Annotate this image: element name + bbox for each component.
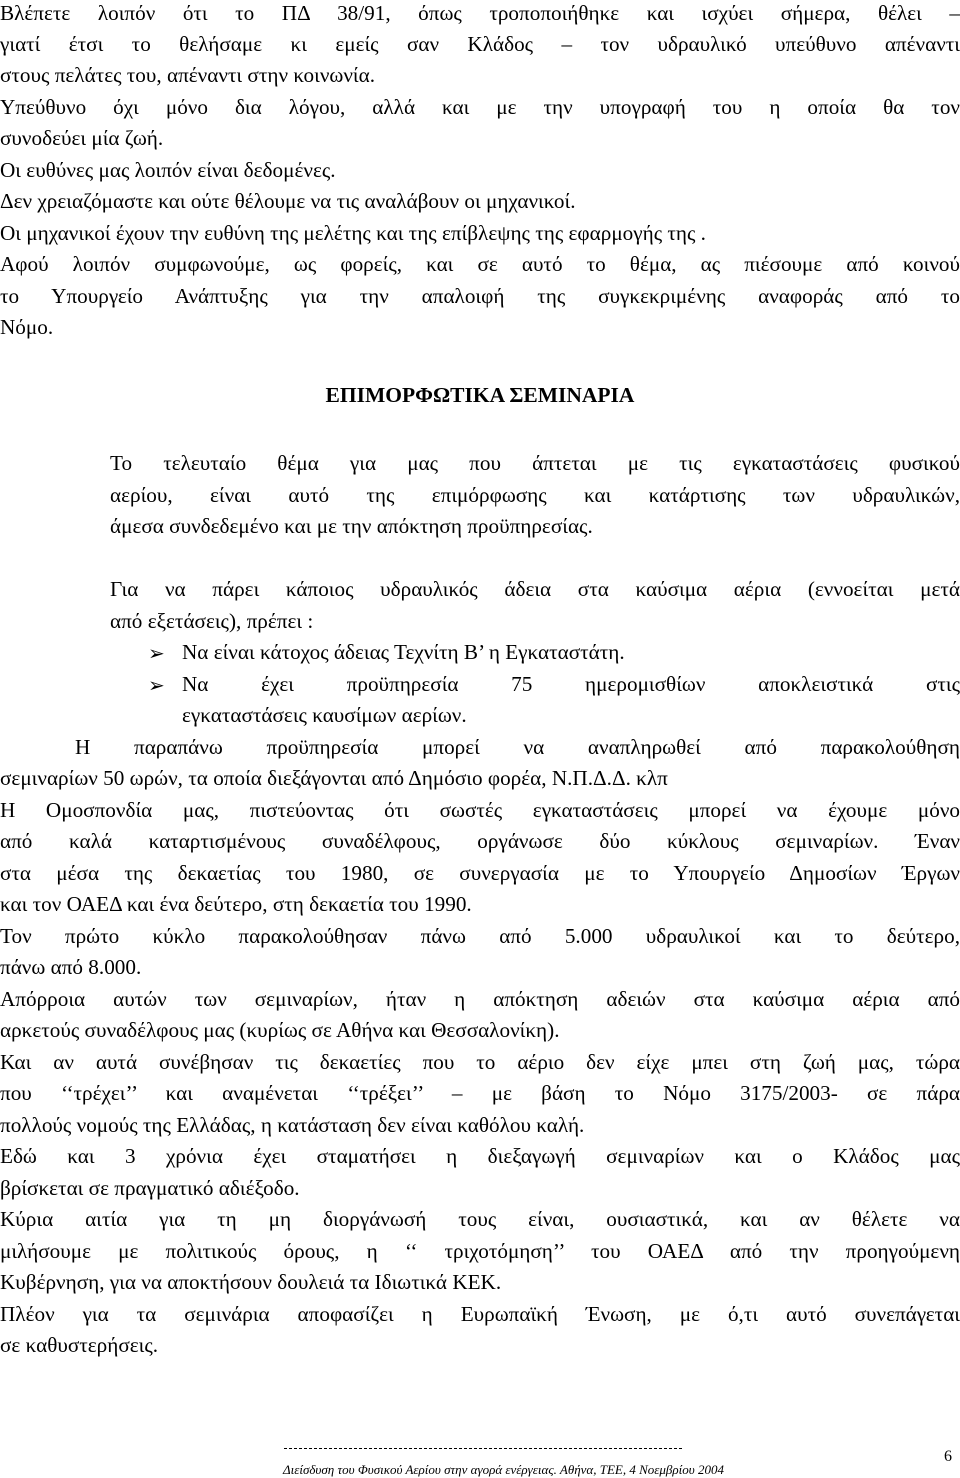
license-bullet: εγκαταστάσεις καυσίμων αερίων. (182, 703, 467, 727)
history-line: Η Ομοσπονδία μας, πιστεύοντας ότι σωστές εγκαταστάσεις μπορεί να έχουμε μόνο (0, 798, 960, 822)
history-line: πολλούς νομούς της Ελλάδας, η κατάσταση δεν είναι καθόλου καλή. (0, 1113, 585, 1137)
page-number: 6 (944, 1448, 952, 1465)
intro-line: Αφού λοιπόν συμφωνούμε, ως φορείς, και σε αυτό το θέμα, ας πιέσουμε από κοινού (0, 252, 960, 276)
footer-caption: Διείσδυση του Φυσικού Αερίου στην αγορά ενέργειας. Αθήνα, ΤΕΕ, 4 Νοεμβρίου 2004 (283, 1462, 724, 1477)
history-line: από καλά καταρτισμένους συναδέλφους, οργάνωσε δύο κύκλους σεμιναρίων. Έναν (0, 829, 960, 853)
history-line: βρίσκεται σε πραγματικό αδιέξοδο. (0, 1176, 300, 1200)
license-line: σεμιναρίων 50 ωρών, τα οποία διεξάγονται από Δημόσιο φορέα, Ν.Π.Δ.Δ. κλπ (0, 766, 668, 790)
history-line: σε καθυστερήσεις. (0, 1333, 159, 1357)
license-line: Για να πάρει κάποιος υδραυλικός άδεια στα καύσιμα αέρια (εννοείται μετά (110, 577, 960, 601)
license-bullet: Να είναι κάτοχος άδειας Τεχνίτη Β’ η Εγκαταστάτη. (182, 640, 625, 664)
license-line: Η παραπάνω προϋπηρεσία μπορεί να αναπληρωθεί από παρακολούθηση (75, 735, 960, 759)
history-line: Κύρια αιτία για τη μη διοργάνωσή τους είναι, ουσιαστικά, και αν θέλετε να (0, 1207, 960, 1231)
intro-line: Οι ευθύνες μας λοιπόν είναι δεδομένες. (0, 158, 336, 182)
intro-line: Οι μηχανικοί έχουν την ευθύνη της μελέτης και της επίβλεψης της εφαρμογής της . (0, 221, 706, 245)
history-line: Πλέον για τα σεμινάρια αποφασίζει η Ευρωπαϊκή Ένωση, με ό,τι αυτό συνεπάγεται (0, 1302, 960, 1326)
arrow-bullet-icon: ➢ (148, 673, 165, 697)
history-line: μιλήσουμε με πολιτικούς όρους, η ‘‘ τριχοτόμηση’’ του ΟΑΕΔ από την προηγούμενη (0, 1239, 960, 1263)
history-line: και τον ΟΑΕΔ και ένα δεύτερο, στη δεκαετία του 1990. (0, 892, 472, 916)
intro-line: συνοδεύει μία ζωή. (0, 126, 164, 150)
footer-divider (284, 1448, 682, 1449)
history-line: Και αν αυτά συνέβησαν τις δεκαετίες που το αέριο δεν είχε μπει στη ζωή μας, τώρα (0, 1050, 960, 1074)
license-bullet: Να έχει προϋπηρεσία 75 ημερομισθίων αποκλειστικά στις (182, 672, 960, 696)
history-line: Κυβέρνηση, για να αποκτήσουν δουλειά τα Ιδιωτικά ΚΕΚ. (0, 1270, 502, 1294)
history-line: Εδώ και 3 χρόνια έχει σταματήσει η διεξαγωγή σεμιναρίων και ο Κλάδος μας (0, 1144, 960, 1168)
history-line: στα μέσα της δεκαετίας του 1980, σε συνεργασία με το Υπουργείο Δημοσίων Έργων (0, 861, 960, 885)
seminars-line: Το τελευταίο θέμα για μας που άπτεται με τις εγκαταστάσεις φυσικού (110, 451, 960, 475)
intro-line: γιατί έτσι το θελήσαμε κι εμείς σαν Κλάδος – τον υδραυλικό υπεύθυνο απέναντι (0, 32, 960, 56)
intro-line: Δεν χρειαζόμαστε και ούτε θέλουμε να τις αναλάβουν οι μηχανικοί. (0, 189, 576, 213)
intro-line: Νόμο. (0, 315, 54, 339)
seminars-line: αερίου, είναι αυτό της επιμόρφωσης και κατάρτισης των υδραυλικών, (110, 483, 960, 507)
intro-line: το Υπουργείο Ανάπτυξης για την απαλοιφή της συγκεκριμένης αναφοράς από το (0, 284, 960, 308)
history-line: πάνω από 8.000. (0, 955, 142, 979)
history-line: που ‘‘τρέχει’’ και αναμένεται ‘‘τρέξει’’ – με βάση το Νόμο 3175/2003- σε πάρα (0, 1081, 960, 1105)
arrow-bullet-icon: ➢ (148, 641, 165, 665)
intro-line: στους πελάτες του, απέναντι στην κοινωνία. (0, 63, 376, 87)
section-heading: ΕΠΙΜΟΡΦΩΤΙΚΑ ΣΕΜΙΝΑΡΙΑ (325, 383, 635, 407)
history-line: Τον πρώτο κύκλο παρακολούθησαν πάνω από 5.000 υδραυλικοί και το δεύτερο, (0, 924, 960, 948)
history-line: αρκετούς συναδέλφους μας (κυρίως σε Αθήνα και Θεσσαλονίκη). (0, 1018, 560, 1042)
intro-line: Βλέπετε λοιπόν ότι το ΠΔ 38/91, όπως τροποποιήθηκε και ισχύει σήμερα, θέλει – (0, 1, 960, 25)
seminars-line: άμεσα συνδεδεμένο και με την απόκτηση προϋπηρεσίας. (110, 514, 593, 538)
history-line: Απόρροια αυτών των σεμιναρίων, ήταν η απόκτηση αδειών στα καύσιμα αέρια από (0, 987, 960, 1011)
intro-line: Υπεύθυνο όχι μόνο δια λόγου, αλλά και με την υπογραφή του η οποία θα τον (0, 95, 960, 119)
license-line: από εξετάσεις), πρέπει : (110, 609, 314, 633)
